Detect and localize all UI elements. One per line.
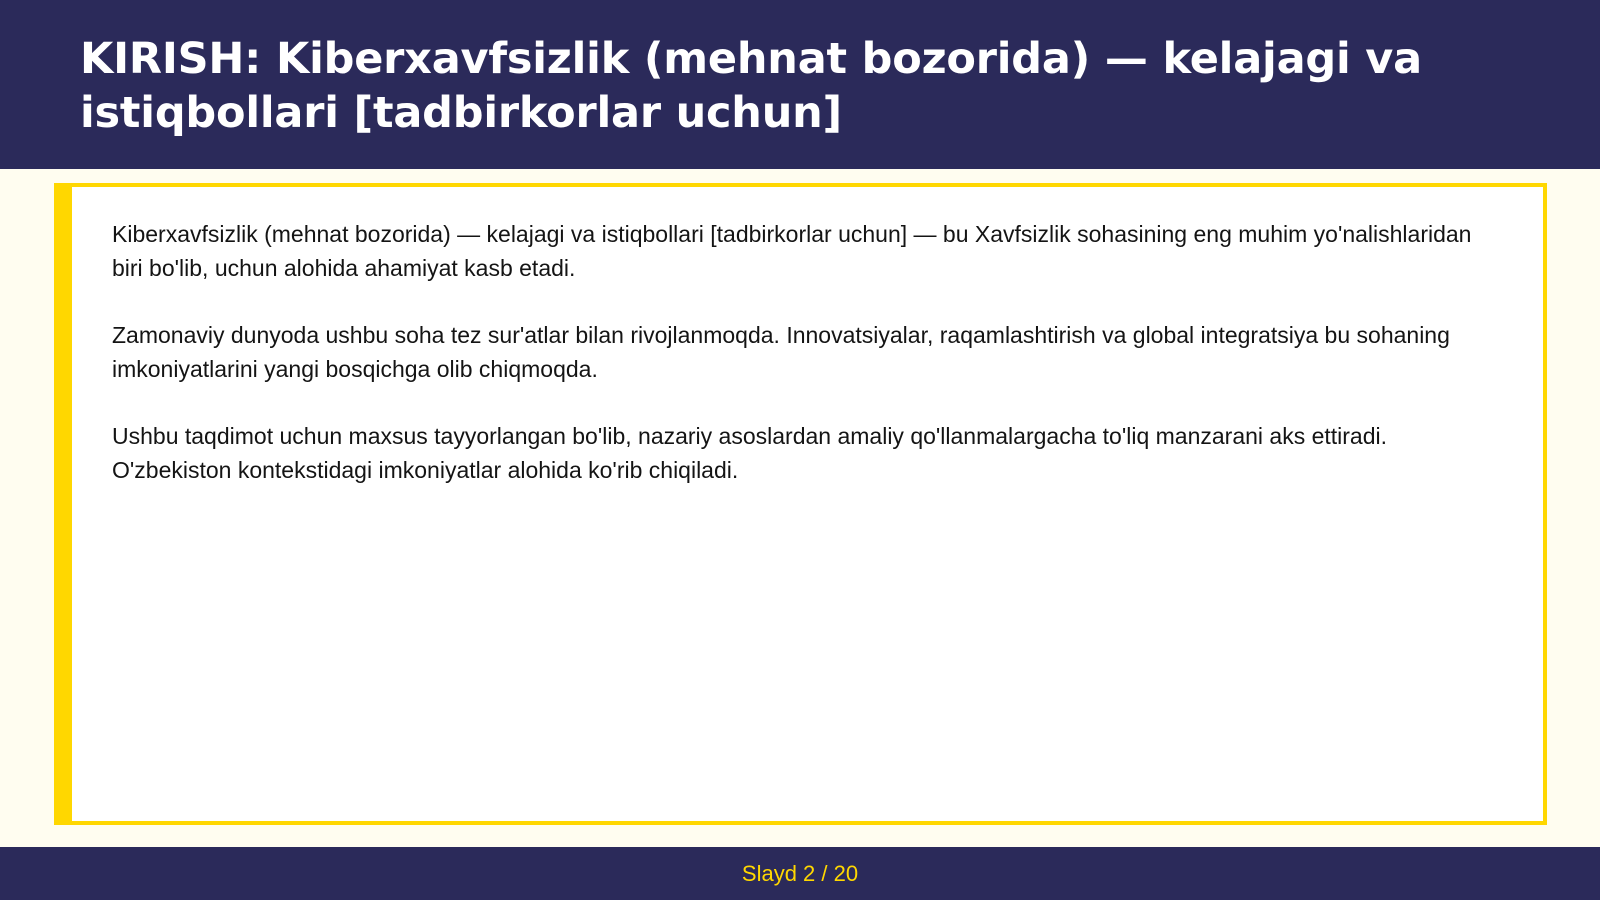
slide-number: Slayd 2 / 20 bbox=[741, 860, 859, 886]
content-box bbox=[54, 183, 1547, 825]
slide-title: KIRISH: Kiberxavfsizlik (mehnat bozorida) — kelajagi va istiqbollari [tadbirkorlar uchun] bbox=[80, 34, 1422, 138]
paragraph-modern-world: Zamonaviy dunyoda ushbu soha tez sur'atlar bilan rivojlanmoqda. Innovatsiyalar, raqamlashtirish va global integratsiya bu sohaning imkoniyatlarini yangi bosqichga olib chiqmoqda. bbox=[112, 322, 1450, 382]
paragraph-intro: Kiberxavfsizlik (mehnat bozorida) — kelajagi va istiqbollari [tadbirkorlar uchun] — bu Xavfsizlik sohasining eng muhim yo'nalishlaridan biri bo'lib, uchun alohida ahamiyat kasb etadi. bbox=[112, 221, 1472, 281]
slide-header bbox=[0, 0, 1600, 169]
slide-footer bbox=[0, 847, 1600, 900]
paragraph-presentation: Ushbu taqdimot uchun maxsus tayyorlangan bo'lib, nazariy asoslardan amaliy qo'llanmalargacha to'liq manzarani aks ettiradi. O'zbekiston kontekstidagi imkoniyatlar alohida ko'rib chiqiladi. bbox=[112, 423, 1388, 483]
